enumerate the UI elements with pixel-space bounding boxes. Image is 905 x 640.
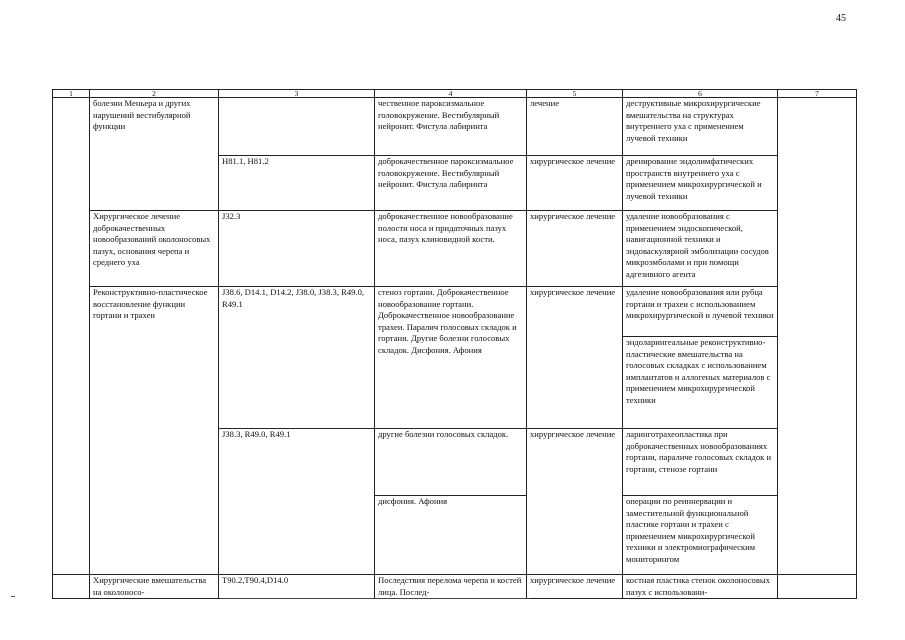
cell-diagnosis: дисфония. Афония xyxy=(375,496,527,575)
cell-diagnosis: доброкачественное пароксизмальное головокружение. Вестибулярный нейронит. Фистула лабиринта xyxy=(375,156,527,211)
cell-codes xyxy=(219,98,375,156)
cell-codes: T90.2,T90.4,D14.0 xyxy=(219,575,375,599)
table-row xyxy=(53,575,857,599)
cell-diagnosis: другие болезни голосовых складок. xyxy=(375,429,527,496)
table-row xyxy=(53,98,857,156)
cell-procedure-group: Хирургическое лечение доброкачественных новообразований околоносовых пазух, основания черепа и среднего уха xyxy=(90,211,219,287)
cell-method: операции по реиннервации и заместительной функциональной пластике гортани и трахеи с применением микрохирургической техники и электромиографическим мониторингом xyxy=(623,496,778,575)
cell-codes: H81.1, H81.2 xyxy=(219,156,375,211)
cell-treatment-type: хирургическое лечение xyxy=(527,211,623,287)
cell-treatment-type: хирургическое лечение xyxy=(527,287,623,429)
column-header: 7 xyxy=(778,90,857,98)
cell-codes: J32.3 xyxy=(219,211,375,287)
page-bottom-rule xyxy=(220,598,530,599)
cell-col1 xyxy=(53,575,90,599)
column-header: 6 xyxy=(623,90,778,98)
cell-diagnosis: чественное пароксизмальное головокружение. Вестибулярный нейронит. Фистула лабиринта xyxy=(375,98,527,156)
cell-codes: J38.3, R49.0, R49.1 xyxy=(219,429,375,575)
column-header: 5 xyxy=(527,90,623,98)
cell-treatment-type: хирургическое лечение xyxy=(527,156,623,211)
cell-treatment-type: хирургическое лечение xyxy=(527,429,623,575)
cell-treatment-type: хирургическое лечение xyxy=(527,575,623,599)
procedures-table xyxy=(52,89,857,599)
cell-method: дренирование эндолимфатических пространств внутреннего уха с применением микрохирургической и лучевой техники xyxy=(623,156,778,211)
table-row xyxy=(53,287,857,337)
cell-codes: J38.6, D14.1, D14.2, J38.0, J38.3, R49.0, R49.1 xyxy=(219,287,375,429)
cell-method: удаление новообразования или рубца гортани и трахеи с использованием микрохирургической и лучевой техники xyxy=(623,287,778,337)
cell-method: удаление новообразования с применением эндоскопической, навигационной техники и эндоваскулярной эмболизации сосудов микроэмболами и при помощи адгезивного агента xyxy=(623,211,778,287)
cell-col7 xyxy=(778,575,857,599)
cell-procedure-group: болезни Меньера и других нарушений вестибулярной функции xyxy=(90,98,219,211)
cell-method: ларинготрахеопластика при доброкачественных новообразованиях гортани, параличе голосовых складок и гортани, стенозе гортани xyxy=(623,429,778,496)
cell-method: деструктивные микрохирургические вмешательства на структурах внутреннего уха с применением лучевой техники xyxy=(623,98,778,156)
column-numbers-row xyxy=(53,90,857,98)
margin-mark xyxy=(11,596,15,597)
cell-col1 xyxy=(53,98,90,575)
cell-col7 xyxy=(778,98,857,575)
page-number: 45 xyxy=(836,13,846,24)
column-header: 3 xyxy=(219,90,375,98)
table-row xyxy=(53,211,857,287)
cell-diagnosis: стеноз гортани. Доброкачественное новообразование гортани. Доброкачественное новообразование трахеи. Паралич голосовых складок и гортани. Другие болезни голосовых складок. Дисфония. Афония xyxy=(375,287,527,429)
column-header: 1 xyxy=(53,90,90,98)
cell-treatment-type: лечение xyxy=(527,98,623,156)
cell-procedure-group: Хирургические вмешательства на околоносо- xyxy=(90,575,219,599)
cell-method: эндоларингеальные реконструктивно-пластические вмешательства на голосовых складках с использованием имплантатов и аллогеных материалов с применением микрохирургической техники xyxy=(623,337,778,429)
column-header: 4 xyxy=(375,90,527,98)
cell-diagnosis: Последствия перелома черепа и костей лица. Послед- xyxy=(375,575,527,599)
cell-diagnosis: доброкачественное новообразование полости носа и придаточных пазух носа, пазух клиновидной кости. xyxy=(375,211,527,287)
cell-method: костная пластика стенок околоносовых пазух с использовани- xyxy=(623,575,778,599)
column-header: 2 xyxy=(90,90,219,98)
cell-procedure-group: Реконструктивно-пластическое восстановление функции гортани и трахеи xyxy=(90,287,219,575)
